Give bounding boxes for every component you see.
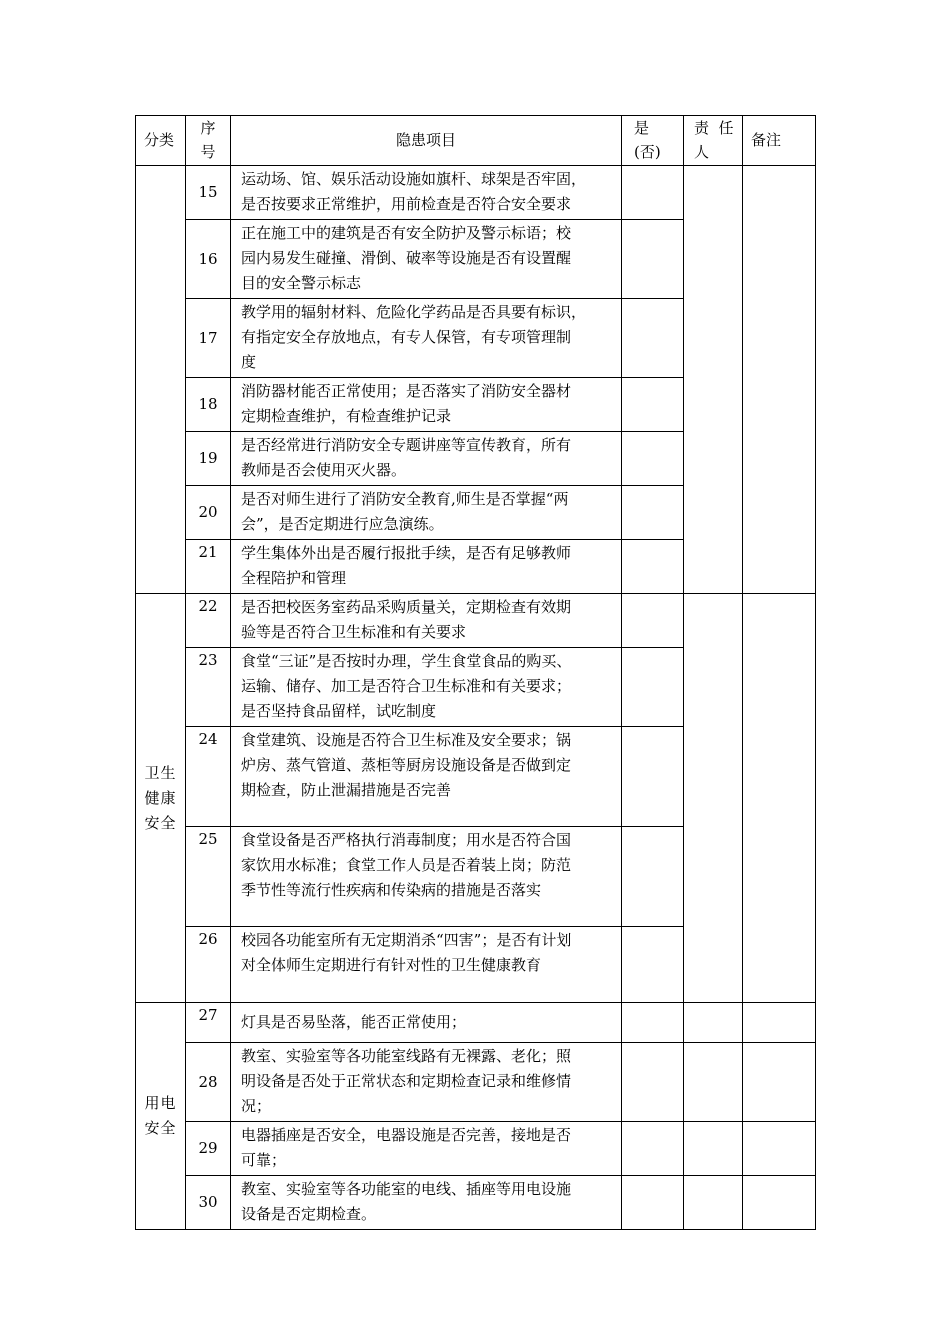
table-row (136, 1003, 816, 1043)
header-row (136, 116, 816, 166)
yes-no-cell[interactable] (622, 1003, 684, 1043)
item-line: 会”，是否定期进行应急演练。 (241, 515, 444, 533)
yes-no-cell[interactable] (622, 166, 684, 220)
yes-no-cell[interactable] (622, 594, 684, 648)
row-item (231, 220, 622, 299)
yes-no-cell[interactable] (622, 1122, 684, 1176)
category-health-safety (136, 594, 186, 1003)
row-item (231, 486, 622, 540)
item-line: 设备是否定期检查。 (241, 1205, 377, 1223)
header-responsible (684, 116, 743, 166)
table-row (136, 1176, 816, 1230)
remarks-cell[interactable] (743, 594, 816, 1003)
yes-no-cell[interactable] (622, 1043, 684, 1122)
category-line: 安全 (144, 1119, 177, 1137)
responsible-cell[interactable] (684, 1176, 743, 1230)
row-item (231, 1003, 622, 1043)
item-line: 园内易发生碰撞、滑倒、破率等设施是否有设置醒 (241, 249, 572, 267)
table-row (136, 166, 816, 220)
item-line: 运动场、馆、娱乐活动设施如旗杆、球架是否牢固， (241, 170, 587, 188)
item-line: 明设备是否处于正常状态和定期检查记录和维修情 (241, 1072, 572, 1090)
category-electric-safety (136, 1003, 186, 1230)
item-line: 教学用的辐射材料、危险化学药品是否具要有标识， (241, 303, 587, 321)
yes-no-cell[interactable] (622, 827, 684, 927)
header-responsible-line2: 人 (694, 143, 710, 161)
hazard-checklist-table (135, 115, 816, 1230)
item-line: 可靠； (241, 1151, 287, 1169)
yes-no-cell[interactable] (622, 727, 684, 827)
item-line: 炉房、蒸气管道、蒸柜等厨房设施设备是否做到定 (241, 756, 572, 774)
item-line: 食堂设备是否严格执行消毒制度；用水是否符合国 (241, 831, 572, 849)
table-row (136, 1122, 816, 1176)
row-number: 23 (186, 648, 231, 727)
row-number: 20 (186, 486, 231, 540)
row-number: 15 (186, 166, 231, 220)
item-line: 电器插座是否安全，电器设施是否完善，接地是否 (241, 1126, 572, 1144)
category-line: 卫生 (144, 763, 177, 782)
item-line: 是否把校医务室药品采购质量关，定期检查有效期 (241, 598, 572, 616)
row-number: 27 (186, 1003, 231, 1043)
item-line: 是否按要求正常维护，用前检查是否符合安全要求 (241, 195, 572, 213)
row-number: 17 (186, 299, 231, 378)
row-number: 30 (186, 1176, 231, 1230)
yes-no-cell[interactable] (622, 648, 684, 727)
remarks-cell[interactable] (743, 1176, 816, 1230)
row-number: 28 (186, 1043, 231, 1122)
yes-no-cell[interactable] (622, 378, 684, 432)
item-line: 验等是否符合卫生标准和有关要求 (241, 623, 467, 641)
item-line: 况； (241, 1097, 272, 1115)
row-number: 16 (186, 220, 231, 299)
item-line: 目的安全警示标志 (241, 274, 362, 292)
row-item (231, 1043, 622, 1122)
item-line: 食堂“三证”是否按时办理，学生食堂食品的购买、 (241, 652, 572, 670)
item-line: 是否对师生进行了消防安全教育,师生是否掌握“两 (241, 490, 569, 508)
header-seq (186, 116, 231, 166)
row-number: 24 (186, 727, 231, 827)
table-row (136, 1043, 816, 1122)
yes-no-cell[interactable] (622, 432, 684, 486)
item-line: 是否坚持食品留样，试吃制度 (241, 702, 437, 720)
row-item (231, 927, 622, 1003)
item-line: 对全体师生定期进行有针对性的卫生健康教育 (241, 956, 542, 974)
item-line: 教室、实验室等各功能室的电线、插座等用电设施 (241, 1180, 572, 1198)
row-item (231, 648, 622, 727)
category-line: 安全 (144, 813, 177, 832)
table-row (136, 594, 816, 648)
category-line: 用电 (144, 1094, 177, 1112)
item-line: 是否经常进行消防安全专题讲座等宣传教育，所有 (241, 436, 572, 454)
row-number: 25 (186, 827, 231, 927)
header-remarks: 备注 (743, 116, 816, 166)
header-category: 分类 (136, 116, 186, 166)
header-seq-line1: 序 (200, 119, 216, 137)
row-item (231, 1176, 622, 1230)
remarks-cell[interactable] (743, 1003, 816, 1043)
header-yes-no (622, 116, 684, 166)
remarks-cell[interactable] (743, 166, 816, 594)
item-line: 家饮用水标准；食堂工作人员是否着装上岗；防范 (241, 856, 572, 874)
row-number: 19 (186, 432, 231, 486)
row-item (231, 378, 622, 432)
remarks-cell[interactable] (743, 1122, 816, 1176)
responsible-cell[interactable] (684, 166, 743, 594)
yes-no-cell[interactable] (622, 299, 684, 378)
header-yes-line2: (否) (634, 143, 661, 161)
item-line: 季节性等流行性疾病和传染病的措施是否落实 (241, 881, 542, 899)
row-item (231, 827, 622, 927)
item-line: 学生集体外出是否履行报批手续，是否有足够教师 (241, 544, 572, 562)
row-item (231, 594, 622, 648)
header-responsible-line1: 责 任 (694, 119, 734, 137)
item-line: 有指定安全存放地点，有专人保管，有专项管理制 (241, 328, 572, 346)
row-item (231, 540, 622, 594)
item-line: 教室、实验室等各功能室线路有无裸露、老化；照 (241, 1047, 572, 1065)
yes-no-cell[interactable] (622, 1176, 684, 1230)
row-number: 26 (186, 927, 231, 1003)
item-line: 期检查，防止泄漏措施是否完善 (241, 781, 452, 799)
header-seq-line2: 号 (200, 143, 216, 161)
yes-no-cell[interactable] (622, 220, 684, 299)
item-line: 定期检查维护，有检查维护记录 (241, 407, 452, 425)
yes-no-cell[interactable] (622, 927, 684, 1003)
responsible-cell[interactable] (684, 1003, 743, 1043)
responsible-cell[interactable] (684, 1122, 743, 1176)
row-number: 18 (186, 378, 231, 432)
item-line: 正在施工中的建筑是否有安全防护及警示标语；校 (241, 224, 572, 242)
row-item (231, 166, 622, 220)
item-line: 消防器材能否正常使用；是否落实了消防安全器材 (241, 382, 572, 400)
header-item: 隐患项目 (231, 116, 622, 166)
row-item (231, 727, 622, 827)
item-line: 度 (241, 353, 257, 371)
category-line: 健康 (144, 788, 177, 807)
row-number: 29 (186, 1122, 231, 1176)
item-line: 全程陪护和管理 (241, 569, 347, 587)
remarks-cell[interactable] (743, 1043, 816, 1122)
item-line: 教师是否会使用灭火器。 (241, 461, 407, 479)
row-item (231, 1122, 622, 1176)
responsible-cell[interactable] (684, 594, 743, 1003)
row-item (231, 299, 622, 378)
category-cell-blank (136, 166, 186, 594)
header-yes-line1: 是 (634, 119, 650, 137)
responsible-cell[interactable] (684, 1043, 743, 1122)
row-number: 21 (186, 540, 231, 594)
item-line: 运输、储存、加工是否符合卫生标准和有关要求； (241, 677, 572, 695)
yes-no-cell[interactable] (622, 486, 684, 540)
item-line: 校园各功能室所有无定期消杀“四害”；是否有计划 (241, 931, 572, 949)
yes-no-cell[interactable] (622, 540, 684, 594)
item-line: 灯具是否易坠落，能否正常使用； (241, 1012, 467, 1031)
row-number: 22 (186, 594, 231, 648)
row-item (231, 432, 622, 486)
item-line: 食堂建筑、设施是否符合卫生标准及安全要求；锅 (241, 731, 572, 749)
